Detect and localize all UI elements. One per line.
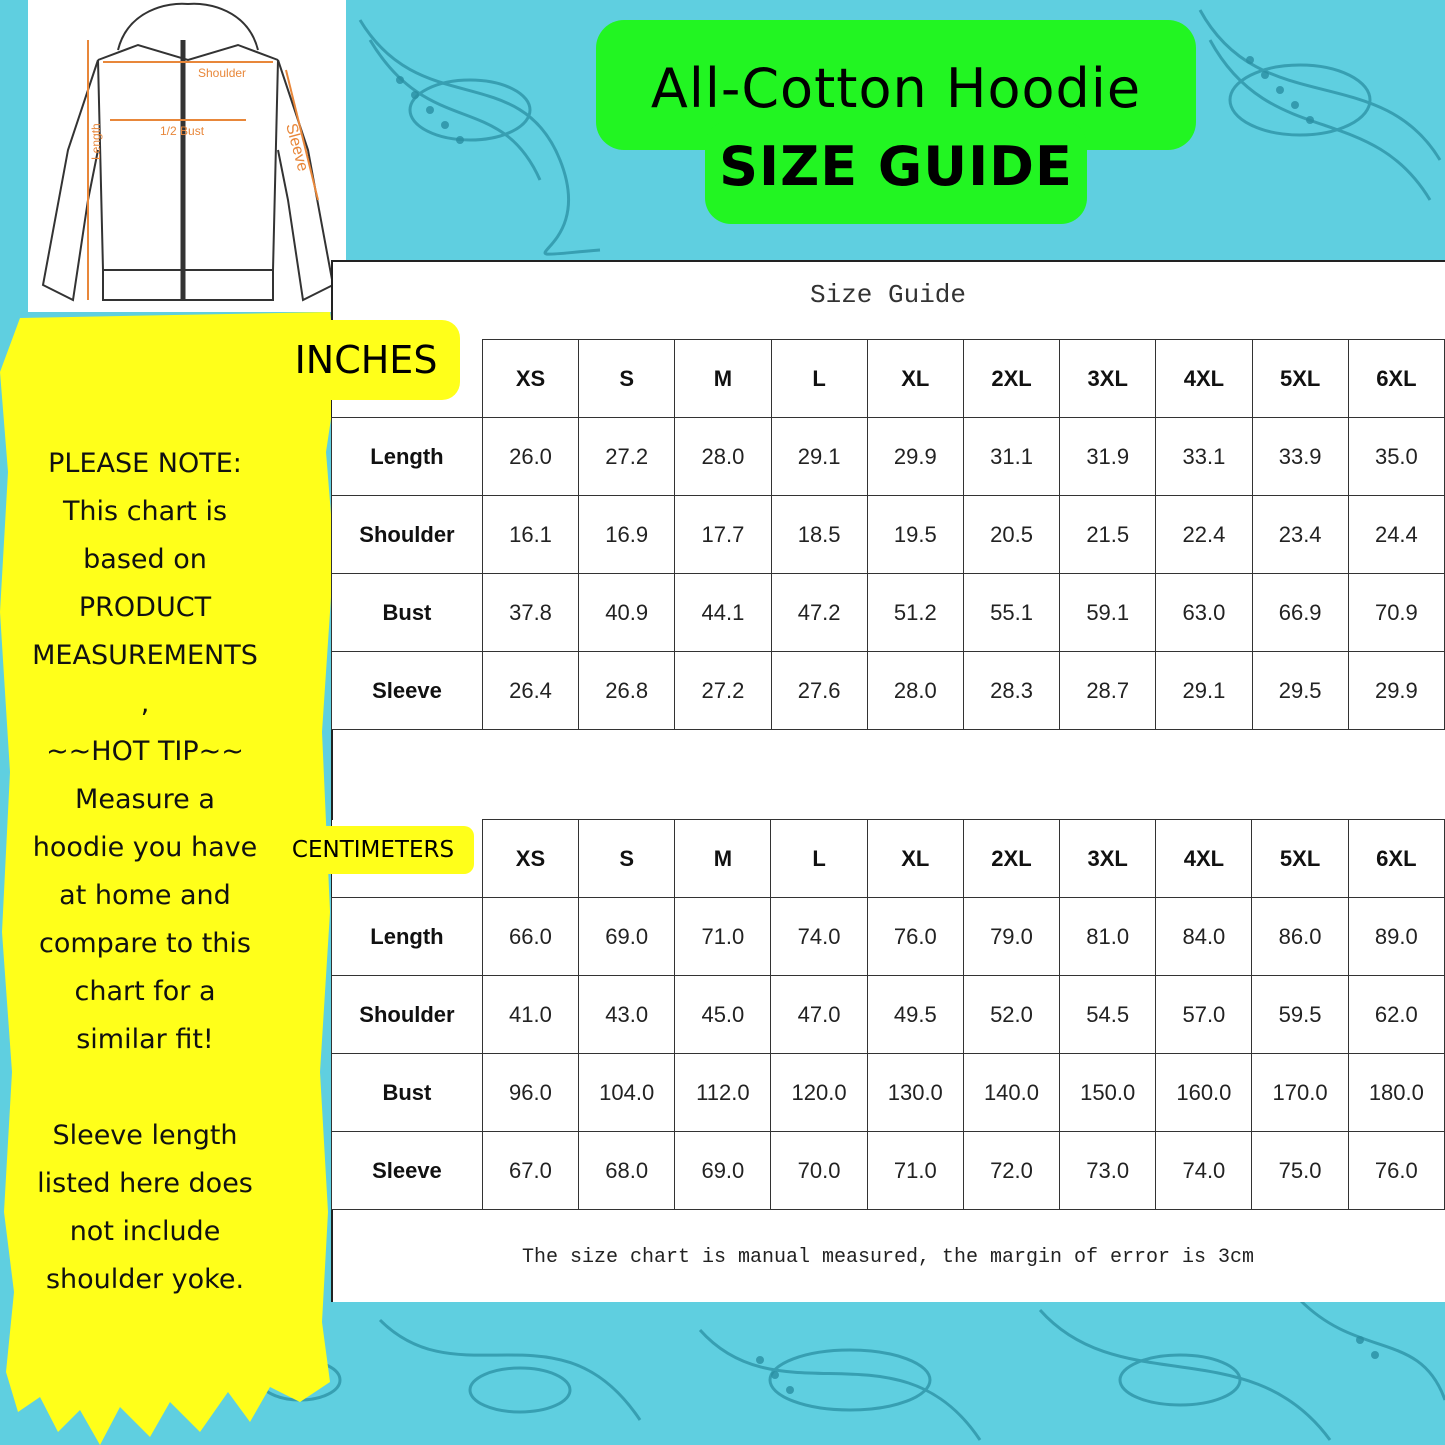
table-cell: 26.8 xyxy=(579,652,675,730)
page-title xyxy=(596,50,1196,206)
bust-label: 1/2 Bust xyxy=(160,124,205,138)
length-label: Length xyxy=(89,123,103,160)
centimeters-table xyxy=(331,819,1445,1210)
row-label: Sleeve xyxy=(332,1132,483,1210)
chart-footnote: The size chart is manual measured, the margin of error is 3cm xyxy=(521,1246,1255,1269)
table-cell: 28.3 xyxy=(963,652,1059,730)
size-header: 3XL xyxy=(1060,340,1156,418)
row-label: Length xyxy=(332,898,483,976)
table-cell: 69.0 xyxy=(579,898,675,976)
note-text: PLEASE NOTE: This chart is based on PRODUCT MEASUREMENTS , ~~HOT TIP~~ Measure a hoodie you have at home and compare to this chart for a similar fit! Sleeve length listed here does not include shoulder yoke. xyxy=(32,448,258,1295)
table-cell: 79.0 xyxy=(963,898,1059,976)
row-label: Length xyxy=(332,418,483,496)
table-cell: 66.0 xyxy=(482,898,578,976)
row-label: Bust xyxy=(332,574,483,652)
table-cell: 23.4 xyxy=(1252,496,1348,574)
table-cell: 49.5 xyxy=(867,976,963,1054)
size-header: S xyxy=(579,820,675,898)
table-cell: 19.5 xyxy=(867,496,963,574)
note-panel xyxy=(0,312,345,1445)
table-cell: 31.1 xyxy=(963,418,1059,496)
size-header: 2XL xyxy=(963,340,1059,418)
table-cell: 62.0 xyxy=(1348,976,1444,1054)
table-cell: 69.0 xyxy=(675,1132,771,1210)
table-cell: 22.4 xyxy=(1156,496,1252,574)
table-cell: 112.0 xyxy=(675,1054,771,1132)
table-row xyxy=(332,496,1445,574)
row-label: Shoulder xyxy=(332,496,483,574)
table-cell: 27.6 xyxy=(771,652,867,730)
size-header: L xyxy=(771,340,867,418)
table-cell: 33.1 xyxy=(1156,418,1252,496)
row-label: Bust xyxy=(332,1054,483,1132)
table-cell: 72.0 xyxy=(963,1132,1059,1210)
table-cell: 28.0 xyxy=(675,418,771,496)
table-cell: 40.9 xyxy=(579,574,675,652)
table-cell: 31.9 xyxy=(1060,418,1156,496)
table-cell: 47.2 xyxy=(771,574,867,652)
table-cell: 51.2 xyxy=(867,574,963,652)
table-cell: 71.0 xyxy=(675,898,771,976)
table-cell: 74.0 xyxy=(771,898,867,976)
table-cell: 47.0 xyxy=(771,976,867,1054)
table-cell: 29.1 xyxy=(771,418,867,496)
table-row xyxy=(332,418,1445,496)
table-cell: 59.5 xyxy=(1252,976,1348,1054)
table-cell: 74.0 xyxy=(1156,1132,1252,1210)
table-cell: 29.5 xyxy=(1252,652,1348,730)
table-cell: 29.9 xyxy=(1348,652,1444,730)
size-header: XL xyxy=(867,340,963,418)
table-cell: 16.9 xyxy=(579,496,675,574)
size-header: L xyxy=(771,820,867,898)
table-cell: 150.0 xyxy=(1060,1054,1156,1132)
table-cell: 84.0 xyxy=(1156,898,1252,976)
table-row xyxy=(332,976,1445,1054)
size-header: 2XL xyxy=(963,820,1059,898)
table-cell: 52.0 xyxy=(963,976,1059,1054)
table-cell: 20.5 xyxy=(963,496,1059,574)
table-row xyxy=(332,574,1445,652)
table-cell: 86.0 xyxy=(1252,898,1348,976)
table-cell: 180.0 xyxy=(1348,1054,1444,1132)
table-row xyxy=(332,652,1445,730)
table-row xyxy=(332,1132,1445,1210)
table-cell: 41.0 xyxy=(482,976,578,1054)
table-cell: 89.0 xyxy=(1348,898,1444,976)
size-header: 4XL xyxy=(1156,820,1252,898)
table-cell: 28.7 xyxy=(1060,652,1156,730)
table-cell: 26.4 xyxy=(482,652,578,730)
size-header: M xyxy=(675,820,771,898)
table-cell: 130.0 xyxy=(867,1054,963,1132)
sleeve-label: Sleeve xyxy=(282,121,312,174)
table-cell: 21.5 xyxy=(1060,496,1156,574)
table-cell: 28.0 xyxy=(867,652,963,730)
hoodie-measurement-diagram xyxy=(28,0,346,312)
shoulder-label: Shoulder xyxy=(198,66,247,80)
table-cell: 55.1 xyxy=(963,574,1059,652)
table-cell: 29.1 xyxy=(1156,652,1252,730)
table-cell: 33.9 xyxy=(1252,418,1348,496)
size-header: XL xyxy=(867,820,963,898)
size-header: 6XL xyxy=(1348,340,1444,418)
table-cell: 70.9 xyxy=(1348,574,1444,652)
table-cell: 68.0 xyxy=(579,1132,675,1210)
inches-header-row xyxy=(332,340,1445,418)
table-cell: 160.0 xyxy=(1156,1054,1252,1132)
table-cell: 26.0 xyxy=(482,418,578,496)
table-row xyxy=(332,1054,1445,1132)
row-label: Sleeve xyxy=(332,652,483,730)
title-line-1: All-Cotton Hoodie xyxy=(650,57,1142,120)
table-row xyxy=(332,898,1445,976)
table-cell: 17.7 xyxy=(675,496,771,574)
centimeters-unit-label: CENTIMETERS xyxy=(272,826,474,874)
table-cell: 37.8 xyxy=(482,574,578,652)
centimeters-header-row xyxy=(332,820,1445,898)
size-header: 5XL xyxy=(1252,340,1348,418)
table-cell: 63.0 xyxy=(1156,574,1252,652)
size-header: XS xyxy=(482,340,578,418)
table-cell: 18.5 xyxy=(771,496,867,574)
size-header: 6XL xyxy=(1348,820,1444,898)
table-cell: 27.2 xyxy=(579,418,675,496)
table-cell: 45.0 xyxy=(675,976,771,1054)
table-cell: 120.0 xyxy=(771,1054,867,1132)
size-header: 4XL xyxy=(1156,340,1252,418)
inches-table xyxy=(331,339,1445,730)
table-cell: 81.0 xyxy=(1060,898,1156,976)
chart-title: Size Guide xyxy=(809,280,967,310)
table-cell: 29.9 xyxy=(867,418,963,496)
size-header: S xyxy=(579,340,675,418)
size-header: M xyxy=(675,340,771,418)
table-cell: 59.1 xyxy=(1060,574,1156,652)
table-cell: 76.0 xyxy=(867,898,963,976)
table-cell: 76.0 xyxy=(1348,1132,1444,1210)
table-cell: 43.0 xyxy=(579,976,675,1054)
title-line-2: SIZE GUIDE xyxy=(719,135,1073,198)
table-cell: 57.0 xyxy=(1156,976,1252,1054)
table-cell: 71.0 xyxy=(867,1132,963,1210)
table-cell: 104.0 xyxy=(579,1054,675,1132)
table-cell: 73.0 xyxy=(1060,1132,1156,1210)
table-cell: 170.0 xyxy=(1252,1054,1348,1132)
table-cell: 24.4 xyxy=(1348,496,1444,574)
row-label: Shoulder xyxy=(332,976,483,1054)
table-cell: 67.0 xyxy=(482,1132,578,1210)
table-cell: 70.0 xyxy=(771,1132,867,1210)
table-cell: 44.1 xyxy=(675,574,771,652)
table-cell: 54.5 xyxy=(1060,976,1156,1054)
table-cell: 66.9 xyxy=(1252,574,1348,652)
inches-unit-label: INCHES xyxy=(272,320,460,400)
table-cell: 16.1 xyxy=(482,496,578,574)
size-header: 3XL xyxy=(1060,820,1156,898)
hoodie-illustration xyxy=(28,0,346,312)
table-cell: 75.0 xyxy=(1252,1132,1348,1210)
table-cell: 96.0 xyxy=(482,1054,578,1132)
size-header: XS xyxy=(482,820,578,898)
table-cell: 27.2 xyxy=(675,652,771,730)
size-header: 5XL xyxy=(1252,820,1348,898)
table-cell: 140.0 xyxy=(963,1054,1059,1132)
table-cell: 35.0 xyxy=(1348,418,1444,496)
